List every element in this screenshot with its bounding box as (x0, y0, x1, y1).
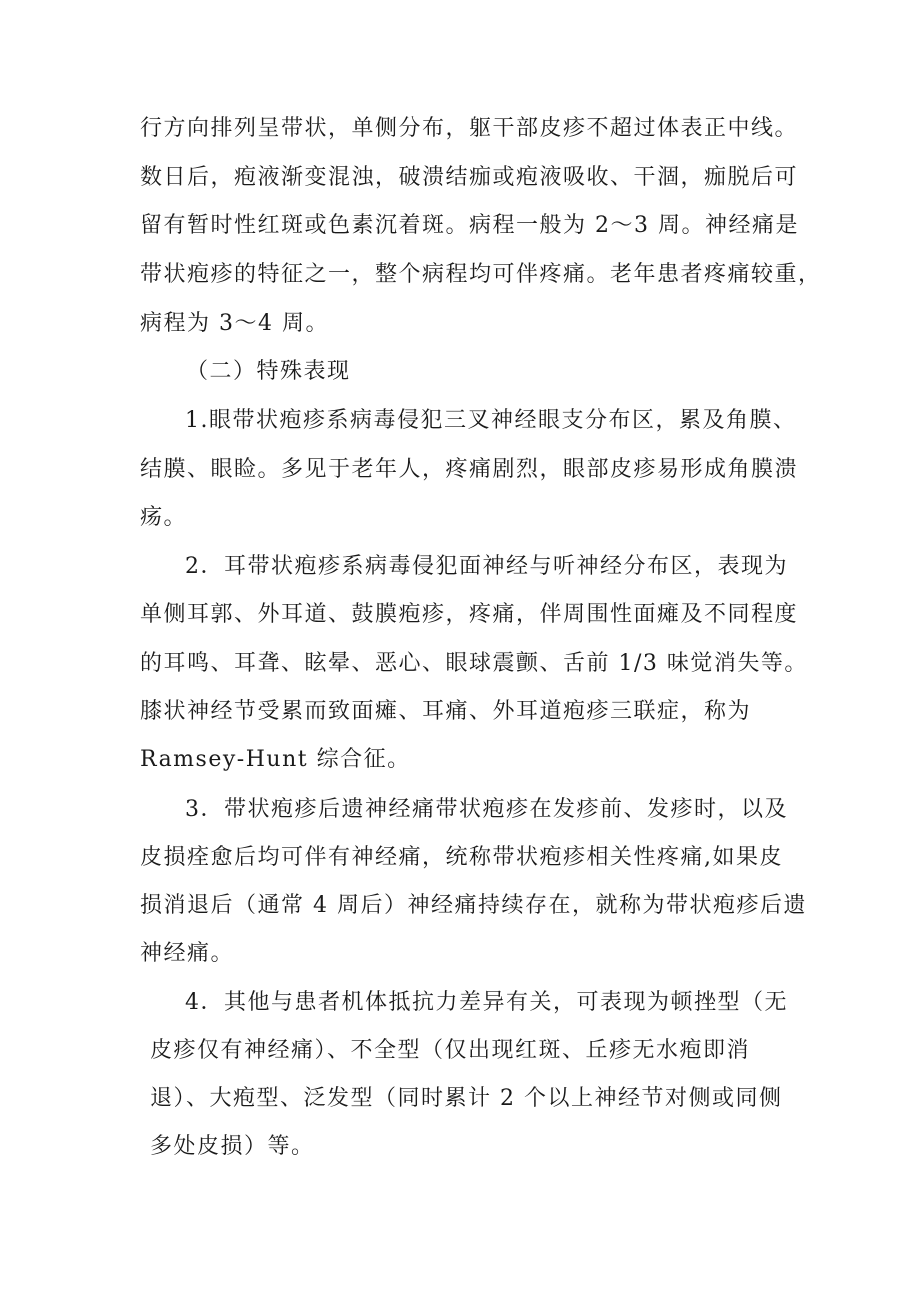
text-line: 多处皮损）等。 (150, 1134, 315, 1159)
text-line: 皮疹仅有神经痛）、不全型（仅出现红斑、丘疹无水疱即消 (150, 1038, 751, 1063)
section-heading: （二）特殊表现 (186, 359, 351, 384)
text-line: 数日后，疱液渐变混浊，破溃结痂或疱液吸收、干涸，痂脱后可 (140, 165, 799, 190)
text-line: 行方向排列呈带状，单侧分布，躯干部皮疹不超过体表正中线。 (140, 116, 799, 141)
text-line: 退）、大疱型、泛发型（同时累计 2 个以上神经节对侧或同侧 (150, 1086, 783, 1111)
paragraph-first-line: 1.眼带状疱疹系病毒侵犯三叉神经眼支分布区，累及角膜、 (185, 408, 797, 433)
text-line: 病程为 3～4 周。 (140, 311, 329, 336)
text-line: 皮损痊愈后均可伴有神经痛，统称带状疱疹相关性疼痛,如果皮 (140, 845, 783, 870)
text-line: 损消退后（通常 4 周后）神经痛持续存在，就称为带状疱疹后遗 (140, 893, 807, 918)
text-line: 留有暂时性红斑或色素沉着斑。病程一般为 2～3 周。神经痛是 (140, 213, 799, 238)
paragraph-first-line: 3．带状疱疹后遗神经痛带状疱疹在发疹前、发疹时，以及 (185, 797, 788, 822)
text-line: 结膜、眼睑。多见于老年人，疼痛剧烈，眼部皮疹易形成角膜溃 (140, 457, 799, 482)
text-line: 神经痛。 (140, 941, 235, 966)
text-line: 膝状神经节受累而致面瘫、耳痛、外耳道疱疹三联症，称为 (140, 699, 752, 724)
paragraph-first-line: 2．耳带状疱疹系病毒侵犯面神经与听神经分布区，表现为 (185, 554, 788, 579)
text-line: 单侧耳郭、外耳道、鼓膜疱疹，疼痛，伴周围性面瘫及不同程度 (140, 602, 799, 627)
text-line: 带状疱疹的特征之一，整个病程均可伴疼痛。老年患者疼痛较重， (140, 262, 822, 287)
text-line: 的耳鸣、耳聋、眩晕、恶心、眼球震颤、舌前 1/3 味觉消失等。 (140, 651, 808, 676)
paragraph-first-line: 4．其他与患者机体抵抗力差异有关，可表现为顿挫型（无 (185, 990, 788, 1015)
text-line: 疡。 (140, 505, 188, 530)
text-line: Ramsey-Hunt 综合征。 (140, 747, 411, 772)
